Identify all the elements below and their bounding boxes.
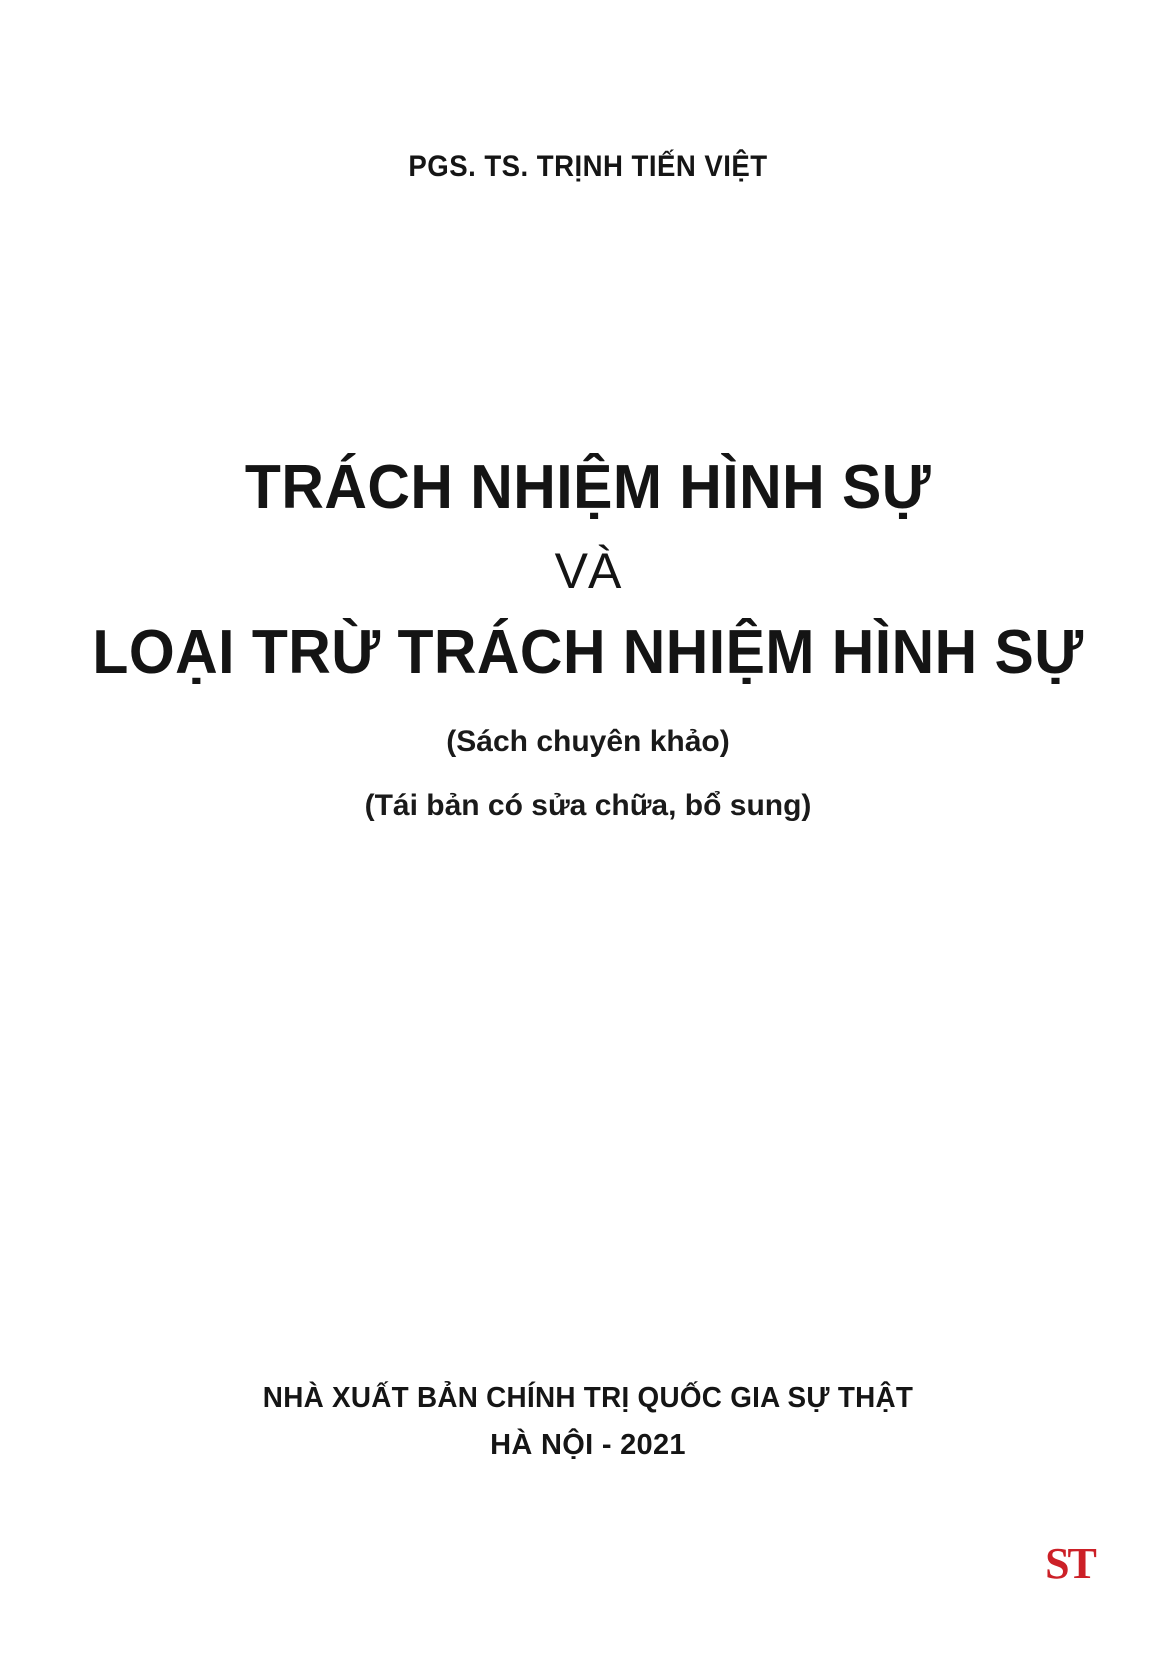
book-title-line-2: LOẠI TRỪ TRÁCH NHIỆM HÌNH SỰ bbox=[92, 618, 1084, 688]
author-name: PGS. TS. TRỊNH TIẾN VIỆT bbox=[408, 150, 768, 183]
publication-place-year: HÀ NỘI - 2021 bbox=[490, 1429, 686, 1461]
publisher-block bbox=[0, 1382, 1176, 1462]
book-title-conjunction: VÀ bbox=[554, 543, 622, 600]
edition-note: (Tái bản có sửa chữa, bổ sung) bbox=[364, 789, 812, 823]
publisher-logo-text: ST bbox=[1045, 1539, 1095, 1588]
publisher-name: NHÀ XUẤT BẢN CHÍNH TRỊ QUỐC GIA SỰ THẬT bbox=[262, 1382, 914, 1414]
publisher-logo-icon bbox=[1040, 1536, 1100, 1592]
book-subtitle: (Sách chuyên khảo) bbox=[446, 725, 730, 759]
book-title-line-1: TRÁCH NHIỆM HÌNH SỰ bbox=[244, 453, 932, 522]
title-block bbox=[0, 455, 1176, 823]
